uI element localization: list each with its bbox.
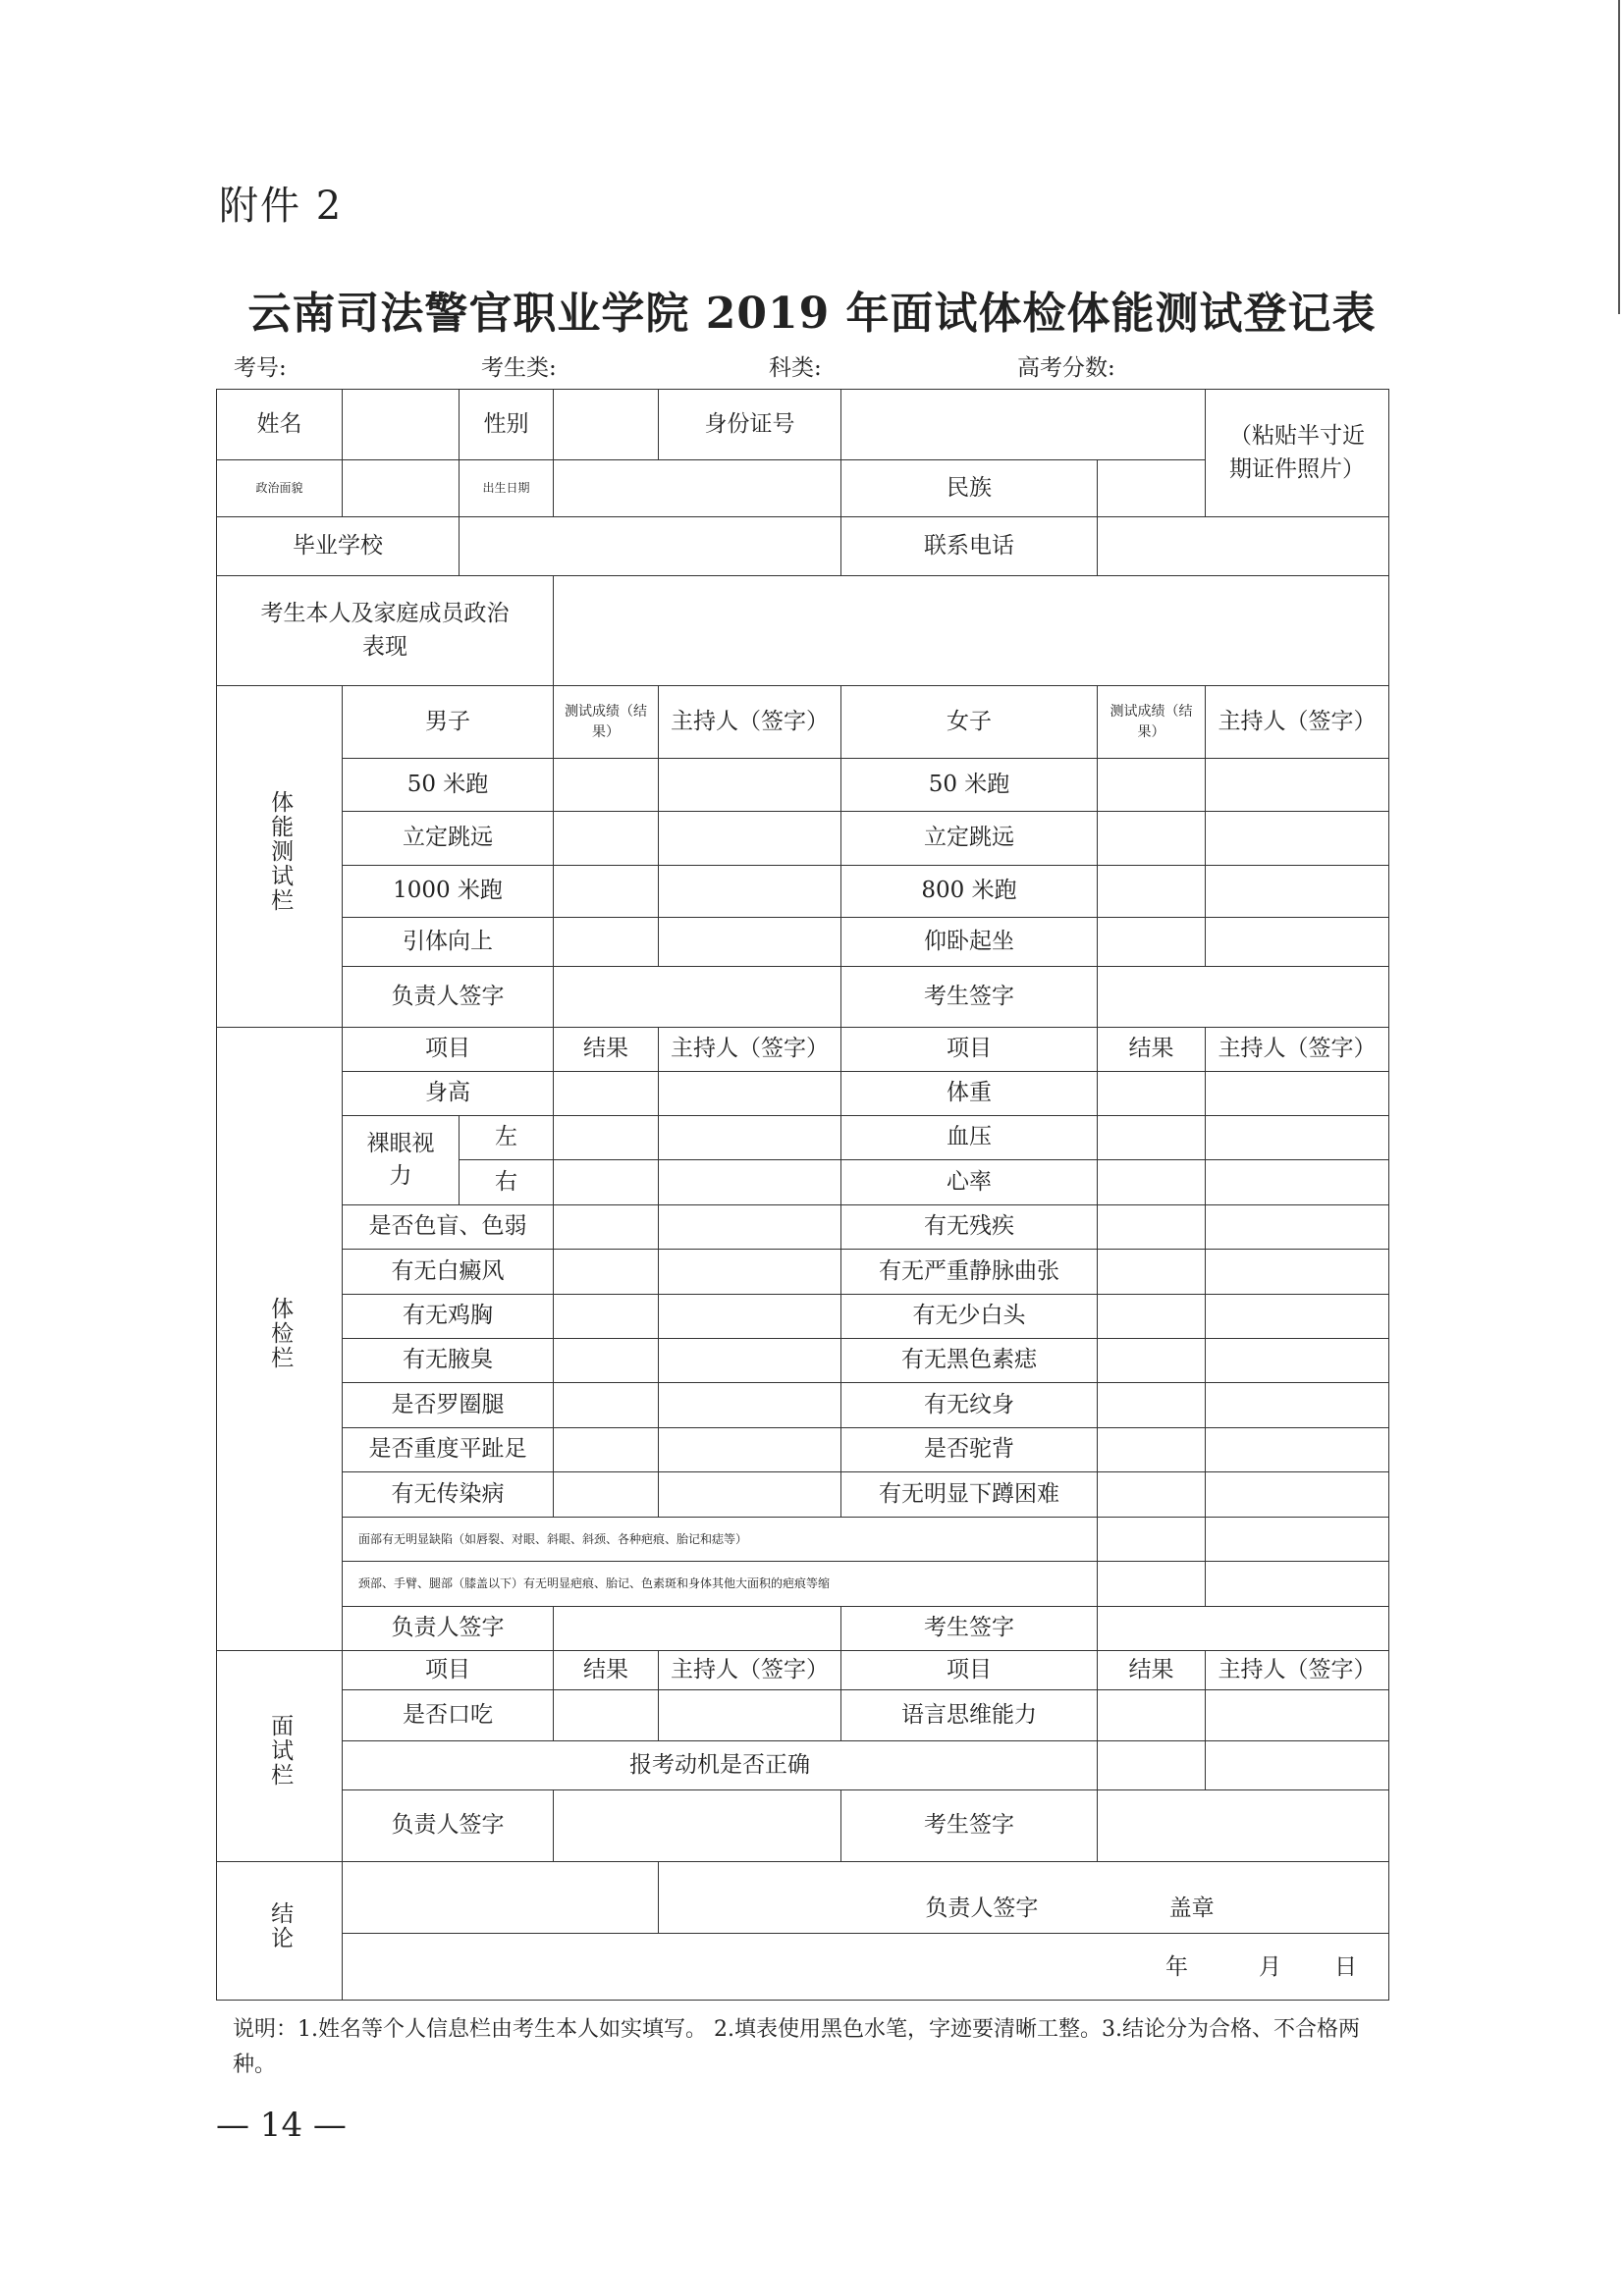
ethnicity-label: 民族 xyxy=(841,460,1098,517)
attachment-label: 附件 2 xyxy=(219,184,344,229)
fitness-male-result[interactable] xyxy=(554,866,659,918)
id-number-label: 身份证号 xyxy=(659,390,841,460)
vision-left-label: 左 xyxy=(460,1116,554,1160)
page-edge-line xyxy=(1618,0,1620,314)
physical-result-left[interactable] xyxy=(554,1205,659,1250)
physical-result-right[interactable] xyxy=(1098,1250,1206,1295)
stutter-host[interactable] xyxy=(659,1690,841,1741)
conclusion-lead-sign-label: 负责人签字 xyxy=(925,1895,1039,1921)
vision-label: 裸眼视力 xyxy=(343,1116,460,1205)
fitness-male-result[interactable] xyxy=(554,918,659,967)
date-day-label: 日 xyxy=(1334,1953,1357,1980)
conclusion-section-label: 结论 xyxy=(217,1862,343,2001)
candidate-category-label: 考生类: xyxy=(481,355,557,381)
fitness-female-item: 仰卧起坐 xyxy=(841,918,1098,967)
heart-rate-host[interactable] xyxy=(1206,1160,1389,1205)
stutter-result[interactable] xyxy=(554,1690,659,1741)
physical-host-header: 主持人（签字） xyxy=(1206,1028,1389,1072)
physical-result-right[interactable] xyxy=(1098,1295,1206,1339)
physical-result-left[interactable] xyxy=(554,1472,659,1518)
blood-pressure-result[interactable] xyxy=(1098,1116,1206,1160)
physical-result-right[interactable] xyxy=(1098,1205,1206,1250)
weight-result[interactable] xyxy=(1098,1072,1206,1116)
height-label: 身高 xyxy=(343,1072,554,1116)
height-result[interactable] xyxy=(554,1072,659,1116)
physical-host-right[interactable] xyxy=(1206,1205,1389,1250)
fitness-male-result[interactable] xyxy=(554,759,659,812)
interview-host-header: 主持人（签字） xyxy=(1206,1651,1389,1690)
physical-result-left[interactable] xyxy=(554,1295,659,1339)
political-status-label: 政治面貌 xyxy=(217,460,343,517)
name-field[interactable] xyxy=(343,390,460,460)
fitness-male-header: 男子 xyxy=(343,686,554,759)
limb-scar-result[interactable] xyxy=(1098,1562,1206,1607)
physical-lead-sign-label: 负责人签字 xyxy=(343,1607,554,1651)
physical-host-left[interactable] xyxy=(659,1383,841,1428)
conclusion-field[interactable] xyxy=(343,1862,659,1934)
physical-item-header: 项目 xyxy=(841,1028,1098,1072)
fitness-male-item: 引体向上 xyxy=(343,918,554,967)
physical-host-right[interactable] xyxy=(1206,1295,1389,1339)
exam-number-label: 考号: xyxy=(234,355,287,381)
heart-rate-result[interactable] xyxy=(1098,1160,1206,1205)
physical-host-right[interactable] xyxy=(1206,1339,1389,1383)
photo-box[interactable]: （粘贴半寸近期证件照片） xyxy=(1206,390,1389,517)
physical-result-left[interactable] xyxy=(554,1383,659,1428)
fitness-female-header: 女子 xyxy=(841,686,1098,759)
physical-host-right[interactable] xyxy=(1206,1250,1389,1295)
fitness-female-host[interactable] xyxy=(1206,918,1389,967)
physical-item-left: 是否重度平趾足 xyxy=(343,1428,554,1472)
fitness-candidate-sign-label: 考生签字 xyxy=(841,967,1098,1028)
phone-label: 联系电话 xyxy=(841,517,1098,576)
fitness-female-result[interactable] xyxy=(1098,866,1206,918)
physical-host-right[interactable] xyxy=(1206,1472,1389,1518)
registration-table xyxy=(216,389,1389,2001)
face-defect-label: 面部有无明显缺陷（如唇裂、对眼、斜眼、斜颈、各种疤痕、胎记和痣等） xyxy=(343,1518,1098,1562)
language-ability-host[interactable] xyxy=(1206,1690,1389,1741)
physical-result-right[interactable] xyxy=(1098,1339,1206,1383)
fitness-lead-sign-label: 负责人签字 xyxy=(343,967,554,1028)
fitness-female-result[interactable] xyxy=(1098,918,1206,967)
physical-result-right[interactable] xyxy=(1098,1428,1206,1472)
physical-host-right[interactable] xyxy=(1206,1383,1389,1428)
fitness-male-item: 1000 米跑 xyxy=(343,866,554,918)
physical-host-left[interactable] xyxy=(659,1205,841,1250)
interview-lead-sign-field[interactable] xyxy=(554,1790,841,1862)
vision-right-result[interactable] xyxy=(554,1160,659,1205)
fitness-male-item: 立定跳远 xyxy=(343,812,554,866)
motive-host[interactable] xyxy=(1206,1741,1389,1790)
physical-host-right[interactable] xyxy=(1206,1428,1389,1472)
stutter-label: 是否口吃 xyxy=(343,1690,554,1741)
physical-item-left: 是否罗圈腿 xyxy=(343,1383,554,1428)
seal-label: 盖章 xyxy=(1168,1895,1215,1921)
physical-item-left: 有无白癜风 xyxy=(343,1250,554,1295)
weight-label: 体重 xyxy=(841,1072,1098,1116)
instructions-note: 说明：1.姓名等个人信息栏由考生本人如实填写。 2.填表使用黑色水笔，字迹要清晰工整。3.结论分为合格、不合格两种。 xyxy=(233,2017,1360,2077)
phone-field[interactable] xyxy=(1098,517,1389,576)
fitness-section-label: 体能测试栏 xyxy=(217,686,343,1028)
limb-scar-label: 颈部、手臂、腿部（膝盖以下）有无明显疤痕、胎记、色素斑和身体其他大面积的疤痕等缩 xyxy=(343,1562,1098,1607)
form-title: 云南司法警官职业学院 2019 年面试体检体能测试登记表 xyxy=(247,289,1377,339)
interview-candidate-sign-label: 考生签字 xyxy=(841,1790,1098,1862)
political-performance-field[interactable] xyxy=(554,576,1389,686)
physical-result-left[interactable] xyxy=(554,1339,659,1383)
interview-candidate-sign-field[interactable] xyxy=(1098,1790,1389,1862)
vision-left-host[interactable] xyxy=(659,1116,841,1160)
blood-pressure-host[interactable] xyxy=(1206,1116,1389,1160)
fitness-female-item: 立定跳远 xyxy=(841,812,1098,866)
birth-date-field[interactable] xyxy=(554,460,841,517)
interview-lead-sign-label: 负责人签字 xyxy=(343,1790,554,1862)
interview-item-header: 项目 xyxy=(343,1651,554,1690)
political-performance-label: 考生本人及家庭成员政治表现 xyxy=(217,576,554,686)
physical-result-right[interactable] xyxy=(1098,1383,1206,1428)
physical-candidate-sign-label: 考生签字 xyxy=(841,1607,1098,1651)
physical-result-header: 结果 xyxy=(554,1028,659,1072)
physical-result-left[interactable] xyxy=(554,1428,659,1472)
height-host[interactable] xyxy=(659,1072,841,1116)
interview-host-header: 主持人（签字） xyxy=(659,1651,841,1690)
political-status-field[interactable] xyxy=(343,460,460,517)
vision-left-result[interactable] xyxy=(554,1116,659,1160)
physical-item-left: 有无传染病 xyxy=(343,1472,554,1518)
physical-item-left: 有无腋臭 xyxy=(343,1339,554,1383)
physical-item-right: 有无残疾 xyxy=(841,1205,1098,1250)
fitness-male-host[interactable] xyxy=(659,918,841,967)
motive-result[interactable] xyxy=(1098,1741,1206,1790)
fitness-female-result[interactable] xyxy=(1098,759,1206,812)
blood-pressure-label: 血压 xyxy=(841,1116,1098,1160)
fitness-female-result[interactable] xyxy=(1098,812,1206,866)
fitness-female-host[interactable] xyxy=(1206,759,1389,812)
page-number: — 14 — xyxy=(216,2106,347,2145)
physical-host-left[interactable] xyxy=(659,1339,841,1383)
id-number-field[interactable] xyxy=(841,390,1206,460)
physical-result-header: 结果 xyxy=(1098,1028,1206,1072)
physical-host-left[interactable] xyxy=(659,1295,841,1339)
interview-result-header: 结果 xyxy=(554,1651,659,1690)
interview-result-header: 结果 xyxy=(1098,1651,1206,1690)
fitness-male-result-header: 测试成绩（结果） xyxy=(554,686,659,759)
face-defect-host[interactable] xyxy=(1206,1518,1389,1562)
school-field[interactable] xyxy=(460,517,841,576)
fitness-male-host[interactable] xyxy=(659,866,841,918)
language-ability-label: 语言思维能力 xyxy=(841,1690,1098,1741)
heart-rate-label: 心率 xyxy=(841,1160,1098,1205)
physical-result-right[interactable] xyxy=(1098,1472,1206,1518)
fitness-female-host[interactable] xyxy=(1206,866,1389,918)
fitness-candidate-sign-field[interactable] xyxy=(1098,967,1389,1028)
fitness-female-item: 800 米跑 xyxy=(841,866,1098,918)
physical-candidate-sign-field[interactable] xyxy=(1098,1607,1389,1651)
physical-host-left[interactable] xyxy=(659,1250,841,1295)
fitness-male-host[interactable] xyxy=(659,759,841,812)
physical-item-right: 有无明显下蹲困难 xyxy=(841,1472,1098,1518)
vision-right-host[interactable] xyxy=(659,1160,841,1205)
fitness-male-host[interactable] xyxy=(659,812,841,866)
school-label: 毕业学校 xyxy=(217,517,460,576)
physical-item-right: 有无少白头 xyxy=(841,1295,1098,1339)
physical-item-header: 项目 xyxy=(343,1028,554,1072)
motive-label: 报考动机是否正确 xyxy=(343,1741,1098,1790)
gender-label: 性别 xyxy=(460,390,554,460)
physical-host-header: 主持人（签字） xyxy=(659,1028,841,1072)
birth-date-label: 出生日期 xyxy=(460,460,554,517)
fitness-lead-sign-field[interactable] xyxy=(554,967,841,1028)
fitness-female-result-header: 测试成绩（结果） xyxy=(1098,686,1206,759)
date-year-label: 年 xyxy=(1165,1953,1188,1980)
physical-result-left[interactable] xyxy=(554,1250,659,1295)
physical-item-right: 是否驼背 xyxy=(841,1428,1098,1472)
fitness-male-item: 50 米跑 xyxy=(343,759,554,812)
physical-item-left: 是否色盲、色弱 xyxy=(343,1205,554,1250)
gender-field[interactable] xyxy=(554,390,659,460)
fitness-male-result[interactable] xyxy=(554,812,659,866)
date-month-label: 月 xyxy=(1259,1953,1281,1980)
vision-right-label: 右 xyxy=(460,1160,554,1205)
weight-host[interactable] xyxy=(1206,1072,1389,1116)
limb-scar-host[interactable] xyxy=(1206,1562,1389,1607)
interview-section-label: 面试栏 xyxy=(217,1651,343,1862)
fitness-male-host-header: 主持人（签字） xyxy=(659,686,841,759)
physical-host-left[interactable] xyxy=(659,1472,841,1518)
fitness-female-item: 50 米跑 xyxy=(841,759,1098,812)
score-label: 高考分数: xyxy=(1017,355,1115,381)
fitness-female-host-header: 主持人（签字） xyxy=(1206,686,1389,759)
fitness-female-host[interactable] xyxy=(1206,812,1389,866)
ethnicity-field[interactable] xyxy=(1098,460,1206,517)
subject-label: 科类: xyxy=(769,355,822,381)
physical-item-left: 有无鸡胸 xyxy=(343,1295,554,1339)
physical-section-label: 体检栏 xyxy=(217,1028,343,1651)
language-ability-result[interactable] xyxy=(1098,1690,1206,1741)
physical-host-left[interactable] xyxy=(659,1428,841,1472)
conclusion-sign-area[interactable] xyxy=(659,1862,1389,1934)
face-defect-result[interactable] xyxy=(1098,1518,1206,1562)
physical-item-right: 有无黑色素痣 xyxy=(841,1339,1098,1383)
physical-item-right: 有无严重静脉曲张 xyxy=(841,1250,1098,1295)
interview-item-header: 项目 xyxy=(841,1651,1098,1690)
physical-lead-sign-field[interactable] xyxy=(554,1607,841,1651)
physical-item-right: 有无纹身 xyxy=(841,1383,1098,1428)
name-label: 姓名 xyxy=(217,390,343,460)
conclusion-date-area[interactable] xyxy=(343,1934,1389,2001)
